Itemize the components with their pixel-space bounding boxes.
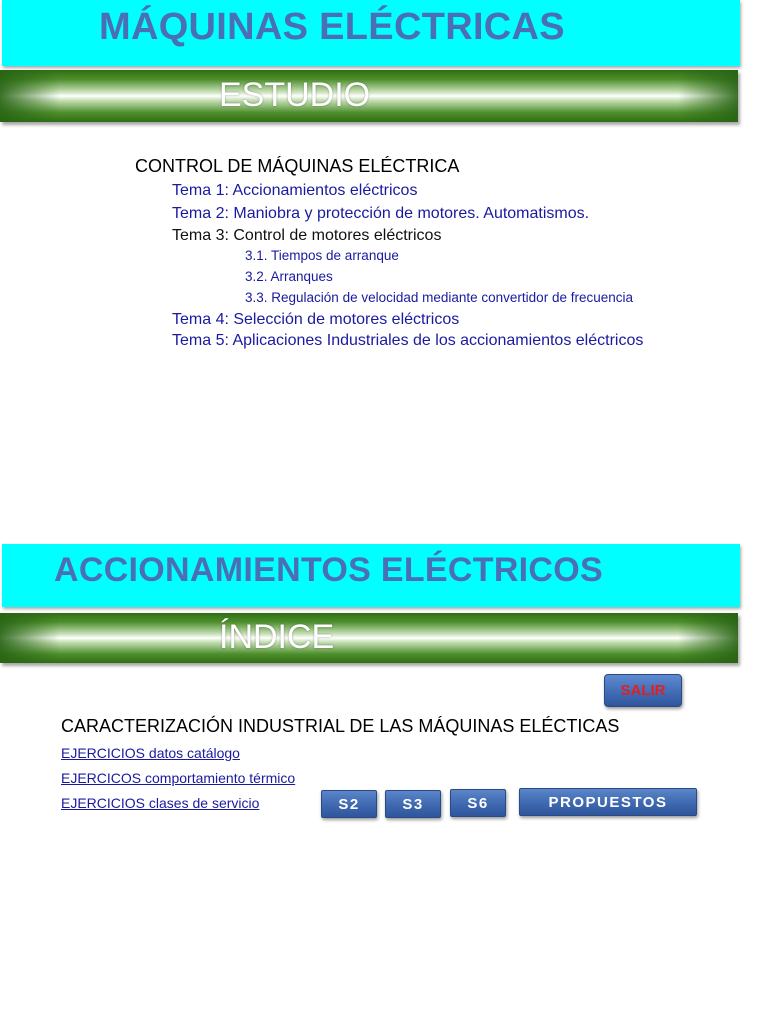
section-banner-indice — [0, 613, 738, 663]
banner-label-indice: ÍNDICE — [219, 618, 335, 656]
topic-link-3[interactable]: Tema 3: Control de motores eléctricos — [172, 227, 442, 244]
section-heading-caracterizacion: CARACTERIZACIÓN INDUSTRIAL DE LAS MÁQUINAS ELÉCTICAS — [61, 716, 620, 736]
topic-link-5[interactable]: Tema 5: Aplicaciones Industriales de los accionamientos eléctricos — [172, 332, 644, 349]
propuestos-button[interactable]: PROPUESTOS — [519, 788, 697, 816]
subtopic-link-3-2[interactable]: 3.2. Arranques — [245, 269, 333, 284]
section-heading-control: CONTROL DE MÁQUINAS ELÉCTRICA — [135, 156, 460, 176]
page-title: MÁQUINAS ELÉCTRICAS — [99, 6, 565, 48]
topic-link-4[interactable]: Tema 4: Selección de motores eléctricos — [172, 311, 460, 328]
topic-link-2[interactable]: Tema 2: Maniobra y protección de motores. Automatismos. — [172, 205, 590, 222]
topic-link-1[interactable]: Tema 1: Accionamientos eléctricos — [172, 182, 418, 199]
banner-label-estudio: ESTUDIO — [219, 76, 371, 114]
subtopic-link-3-1[interactable]: 3.1. Tiempos de arranque — [245, 248, 399, 263]
s3-button[interactable]: S3 — [385, 790, 441, 818]
subtopic-link-3-3[interactable]: 3.3. Regulación de velocidad mediante convertidor de frecuencia — [245, 290, 633, 305]
s2-button[interactable]: S2 — [321, 790, 377, 818]
link-ejercicios-datos-catalogo[interactable]: EJERCICIOS datos catálogo — [61, 745, 240, 761]
title-band-top — [2, 0, 740, 66]
link-ejercicios-clases-servicio[interactable]: EJERCICIOS clases de servicio — [61, 795, 260, 811]
section-title-accionamientos: ACCIONAMIENTOS ELÉCTRICOS — [54, 551, 604, 589]
link-ejercicios-comportamiento-termico[interactable]: EJERCICOS comportamiento térmico — [61, 770, 296, 786]
title-band-accionamientos — [2, 544, 740, 607]
exit-button[interactable]: SALIR — [604, 674, 682, 707]
s6-button[interactable]: S6 — [450, 789, 506, 817]
section-banner-estudio — [0, 70, 738, 122]
